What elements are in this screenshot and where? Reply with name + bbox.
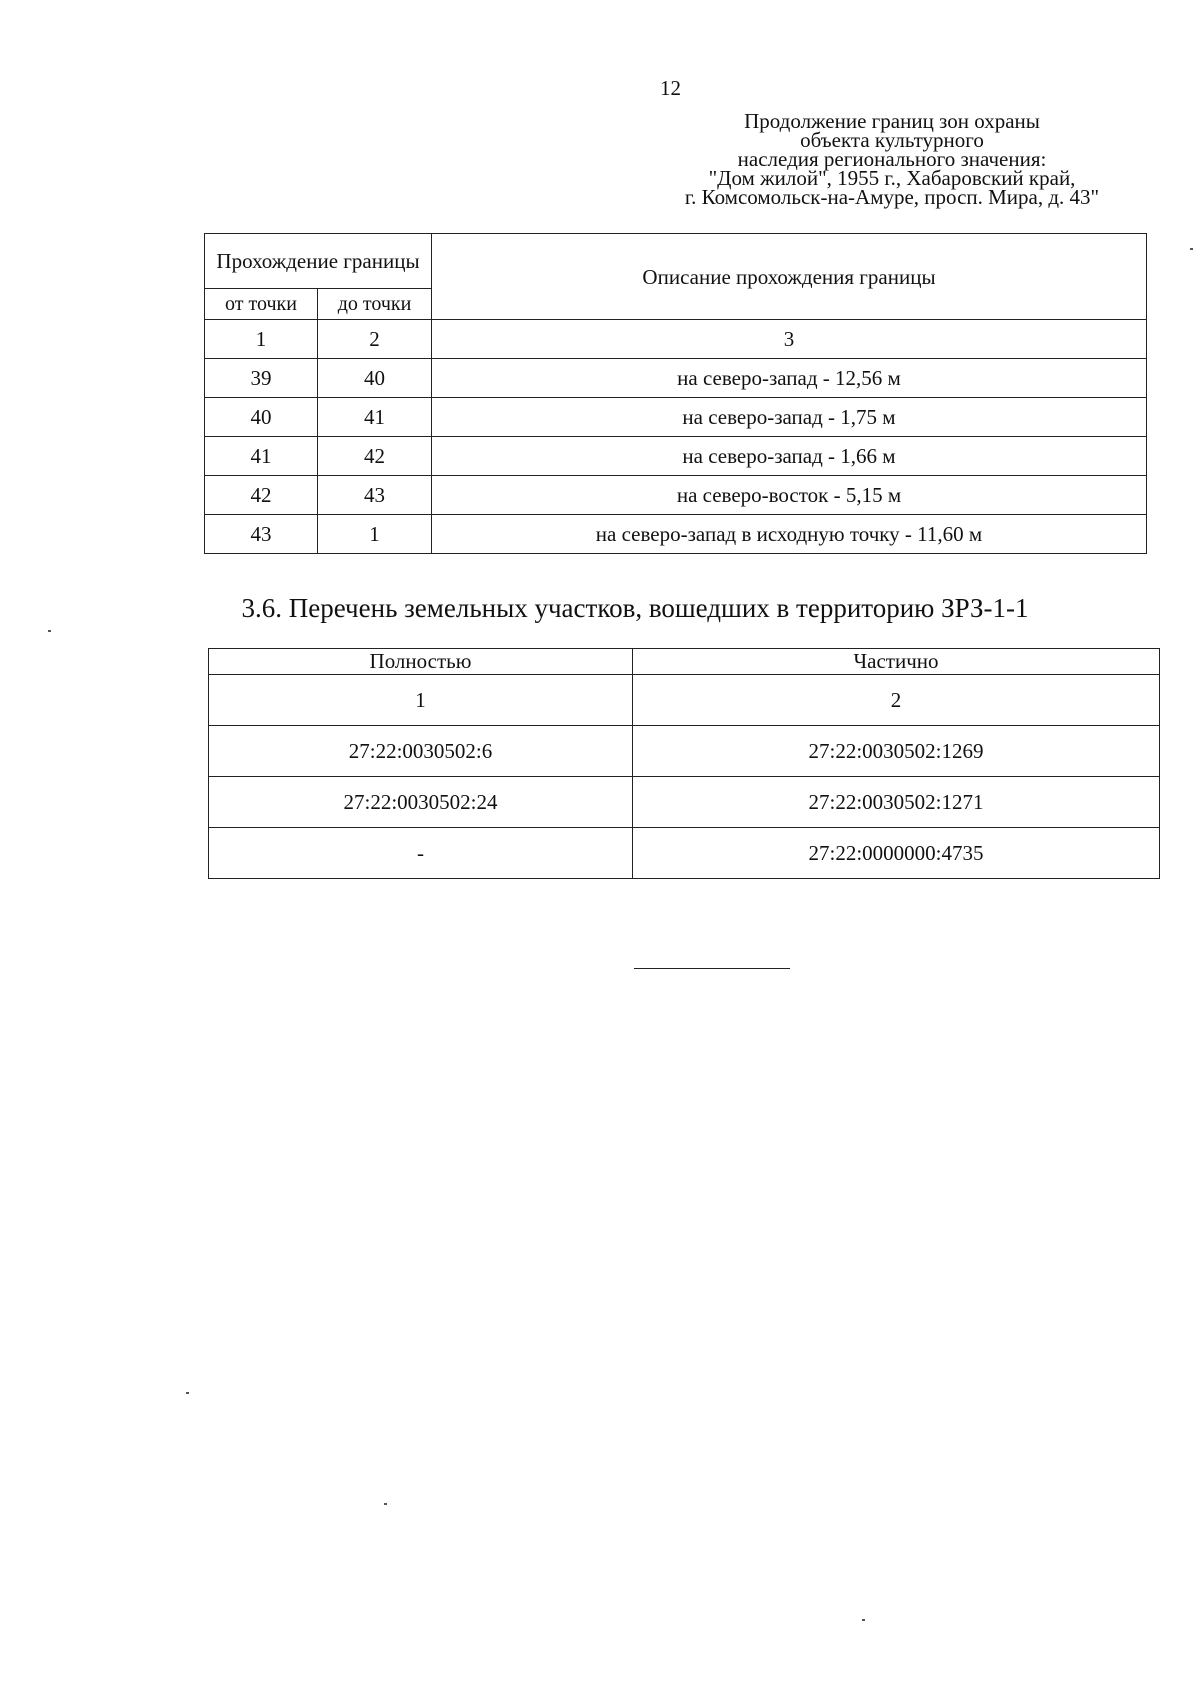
header-boundary-group: Прохождение границы [205, 234, 432, 289]
scan-speck [48, 630, 51, 632]
parcel-full-cell: 27:22:0030502:6 [209, 726, 633, 777]
parcel-partial-cell: 27:22:0030502:1269 [633, 726, 1160, 777]
column-number-row [205, 320, 1147, 359]
header-partially: Частично [633, 649, 1160, 675]
parcel-partial-cell: 27:22:0030502:1271 [633, 777, 1160, 828]
table-row [205, 437, 1147, 476]
header-to-point: до точки [318, 289, 432, 320]
document-header [632, 109, 1152, 209]
parcels-table [208, 648, 1160, 879]
header-fully: Полностью [209, 649, 633, 675]
table-row [209, 828, 1160, 879]
header-line: "Дом жилой", 1955 г., Хабаровский край, [708, 166, 1076, 190]
column-number: 3 [432, 320, 1147, 359]
section-title: 3.6. Перечень земельных участков, вошедших в территорию ЗРЗ-1-1 [241, 593, 1029, 623]
table-row [205, 359, 1147, 398]
to-point-cell: 43 [318, 476, 432, 515]
header-line: наследия регионального значения: [737, 147, 1047, 171]
header-line: объекта культурного [800, 128, 984, 152]
column-number: 1 [209, 675, 633, 726]
to-point-cell: 42 [318, 437, 432, 476]
description-cell: на северо-запад - 12,56 м [432, 359, 1147, 398]
to-point-cell: 40 [318, 359, 432, 398]
scan-speck [862, 1619, 865, 1621]
header-from-point: от точки [205, 289, 318, 320]
boundary-table [204, 233, 1147, 554]
column-number: 1 [205, 320, 318, 359]
header-line: Продолжение границ зон охраны [744, 109, 1040, 133]
header-line: г. Комсомольск-на-Амуре, просп. Мира, д. 43" [684, 185, 1100, 209]
parcel-full-cell: - [209, 828, 633, 879]
table-row [209, 726, 1160, 777]
description-cell: на северо-запад в исходную точку - 11,60 м [432, 515, 1147, 554]
from-point-cell: 42 [205, 476, 318, 515]
from-point-cell: 43 [205, 515, 318, 554]
parcel-partial-cell: 27:22:0000000:4735 [633, 828, 1160, 879]
description-cell: на северо-восток - 5,15 м [432, 476, 1147, 515]
column-number: 2 [318, 320, 432, 359]
from-point-cell: 39 [205, 359, 318, 398]
scan-speck [186, 1392, 189, 1394]
from-point-cell: 41 [205, 437, 318, 476]
parcel-full-cell: 27:22:0030502:24 [209, 777, 633, 828]
page-number: 12 [660, 76, 681, 100]
column-number: 2 [633, 675, 1160, 726]
table-row [205, 398, 1147, 437]
column-number-row [209, 675, 1160, 726]
description-cell: на северо-запад - 1,75 м [432, 398, 1147, 437]
scan-speck [1190, 248, 1193, 250]
description-cell: на северо-запад - 1,66 м [432, 437, 1147, 476]
end-rule [634, 968, 790, 969]
header-description: Описание прохождения границы [432, 234, 1147, 320]
table-row [205, 476, 1147, 515]
table-row [209, 777, 1160, 828]
to-point-cell: 1 [318, 515, 432, 554]
scan-speck [384, 1503, 387, 1505]
to-point-cell: 41 [318, 398, 432, 437]
table-row [205, 515, 1147, 554]
from-point-cell: 40 [205, 398, 318, 437]
